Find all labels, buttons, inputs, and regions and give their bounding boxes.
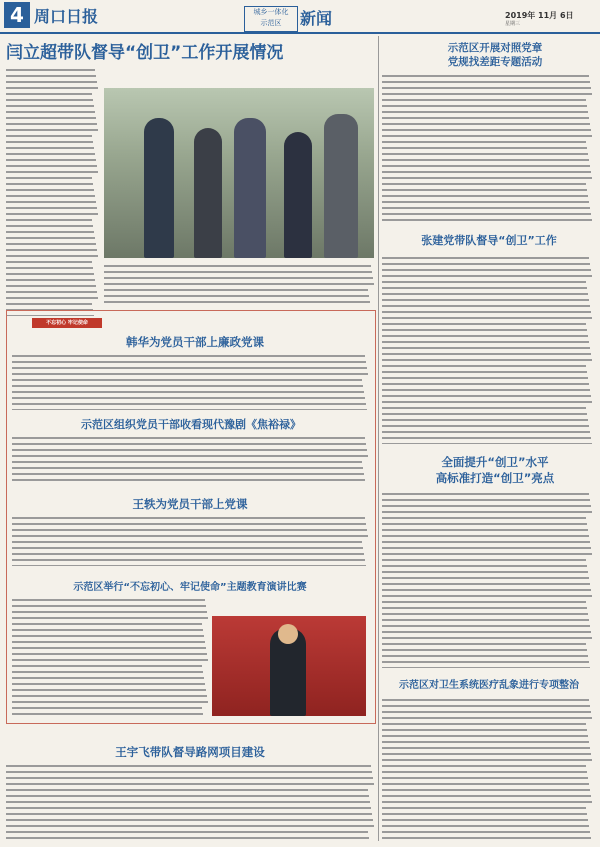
text-line [12,517,365,519]
box-headline-3: 王轶为党员干部上党课 [132,497,248,511]
text-line [104,289,368,291]
text-line [382,583,590,585]
text-line [6,99,93,101]
text-line [382,577,589,579]
text-line [6,825,374,827]
text-line [382,649,587,651]
box-headline-4: 示范区举行“不忘初心、牢记使命”主题教育演讲比赛 [73,582,307,593]
text-line [12,547,363,549]
text-line [12,403,366,405]
text-line [6,261,92,263]
text-line [382,431,590,433]
text-line [12,629,203,631]
right-top-body [382,72,592,222]
text-line [382,517,586,519]
text-line [382,777,588,779]
text-line [12,535,368,537]
speech-photo [212,616,366,716]
text-line [12,617,208,619]
text-line [382,269,591,271]
text-line [382,753,591,755]
text-lines [382,254,592,444]
text-line [6,159,96,161]
text-line [6,75,96,77]
lead-photo [104,88,374,258]
text-line [12,611,207,613]
text-line [382,747,590,749]
text-line [382,643,586,645]
text-line [382,365,586,367]
text-line [382,625,590,627]
text-line [6,837,369,839]
text-line [12,659,208,661]
text-line [6,231,94,233]
text-line [382,741,589,743]
text-line [382,183,586,185]
text-line [6,171,98,173]
bottom-body [6,762,374,841]
text-line [6,141,93,143]
column-line-1: 城乡一体化 [253,8,289,16]
text-line [12,635,204,637]
text-line [12,599,205,601]
text-line [382,323,586,325]
text-line [382,135,592,137]
text-line [382,75,589,77]
text-line [382,353,591,355]
text-line [382,523,587,525]
text-line [382,607,587,609]
lead-body-text-lower [104,262,374,304]
text-line [104,295,369,297]
box-headline-1: 韩华为党员干部上廉政党课 [126,335,264,349]
text-line [382,383,589,385]
box-headline-2: 示范区组织党员干部收看现代豫剧《焦裕禄》 [81,418,301,431]
text-line [382,347,590,349]
text-line [382,153,588,155]
text-line [6,255,98,257]
text-line [6,771,372,773]
text-line [12,701,208,703]
text-line [12,677,204,679]
text-line [6,225,93,227]
text-line [382,159,589,161]
text-line [382,99,586,101]
text-line [382,723,586,725]
text-line [6,243,96,245]
lead-headline: 闫立超带队督导“创卫”工作开展情况 [6,43,284,63]
box-body-2 [12,434,368,484]
text-line [6,291,97,293]
text-line [12,385,363,387]
text-line [382,437,591,439]
text-line [12,707,202,709]
text-line [6,219,92,221]
text-line [12,437,365,439]
text-line [6,201,96,203]
text-line [12,355,365,357]
text-line [12,455,368,457]
text-line [12,683,205,685]
text-line [12,605,206,607]
text-line [12,665,202,667]
text-lines [104,262,374,304]
text-line [6,111,95,113]
text-line [382,329,587,331]
text-line [382,529,588,531]
text-line [12,467,363,469]
text-line [382,335,588,337]
text-line [382,377,588,379]
text-line [12,461,362,463]
text-lines [12,514,368,566]
text-line [382,293,588,295]
section-name: 新闻 [300,9,333,28]
text-line [12,541,362,543]
text-line [6,303,92,305]
text-lines [382,72,592,222]
text-lines [12,352,368,410]
text-line [6,117,96,119]
text-line [382,141,586,143]
text-line [12,373,368,375]
text-line [6,777,373,779]
right-top-headline-2: 党规找差距专题活动 [447,56,543,68]
text-line [6,285,96,287]
right-low-headline-1: 全面提升“创卫”水平 [441,455,549,469]
issue-weekday: 星期三 [505,21,521,27]
right-low-headline-2: 高标准打造“创卫”亮点 [435,471,555,485]
text-line [382,201,589,203]
text-line [104,283,374,285]
text-line [6,819,373,821]
lead-body-text [6,66,98,316]
text-line [12,653,207,655]
text-lines [6,66,98,316]
text-line [382,807,586,809]
text-lines [6,762,374,841]
text-line [382,195,588,197]
text-line [6,801,370,803]
text-line [104,271,372,273]
text-line [6,93,92,95]
text-line [382,837,591,839]
text-line [382,655,588,657]
text-line [382,213,591,215]
text-line [6,165,97,167]
text-line [12,529,367,531]
text-line [382,105,587,107]
page-number: 4 [4,2,30,28]
text-line [382,93,592,95]
text-line [6,807,371,809]
right-bottom-headline: 示范区对卫生系统医疗乱象进行专项整治 [399,680,579,691]
text-line [382,831,590,833]
text-line [382,661,589,663]
text-line [6,783,374,785]
text-line [382,765,586,767]
text-line [382,789,590,791]
text-line [382,359,592,361]
text-line [382,759,592,761]
person-figure [194,128,222,258]
column-badge [244,6,298,32]
text-line [12,449,367,451]
text-line [6,87,98,89]
text-line [12,391,364,393]
text-line [6,105,94,107]
text-line [6,213,98,215]
right-mid-body [382,254,592,444]
text-line [12,641,205,643]
box-banner: 不忘初心 牢记使命 [32,318,102,328]
text-line [382,371,587,373]
text-line [12,473,364,475]
text-line [382,299,589,301]
text-line [382,565,587,567]
text-line [382,667,590,668]
text-line [382,589,591,591]
text-line [382,401,592,403]
text-line [382,541,590,543]
text-line [382,219,592,221]
text-line [382,425,589,427]
text-line [6,207,97,209]
person-figure [144,118,174,258]
paper-name: 周口日报 [34,7,99,26]
text-line [382,171,591,173]
text-line [6,81,97,83]
text-line [382,207,590,209]
bottom-headline: 王宇飞带队督导路网项目建设 [115,745,265,759]
text-line [382,341,589,343]
column-line-2: 示范区 [260,19,282,27]
text-line [12,367,367,369]
text-line [6,795,369,797]
text-line [6,195,95,197]
text-lines [382,490,592,668]
text-line [382,553,592,555]
text-line [6,267,93,269]
text-line [382,819,588,821]
text-line [382,801,592,803]
text-line [382,117,589,119]
text-line [104,301,370,303]
text-line [382,619,589,621]
text-line [6,273,94,275]
text-line [382,263,590,265]
text-line [382,81,590,83]
text-line [382,407,586,409]
column-divider [378,36,379,841]
text-line [6,813,372,815]
text-line [382,783,589,785]
text-line [12,565,366,566]
person-figure [234,118,266,258]
text-line [382,281,586,283]
text-line [6,69,95,71]
text-line [6,297,98,299]
text-line [6,135,92,137]
text-line [382,287,587,289]
text-line [6,765,371,767]
text-line [12,713,203,715]
person-figure [284,132,312,258]
text-line [382,511,592,513]
text-line [382,535,589,537]
text-line [6,237,95,239]
text-line [382,177,592,179]
text-line [12,689,206,691]
text-line [382,601,586,603]
text-line [12,409,367,410]
text-line [12,671,203,673]
right-mid-headline: 张建党带队督导“创卫”工作 [421,234,557,247]
text-line [12,523,366,525]
text-line [382,547,591,549]
text-line [382,699,589,701]
text-line [382,305,590,307]
box-body-1 [12,352,368,410]
box-body-4 [12,596,208,716]
text-line [382,443,592,444]
speaker-head [278,624,298,644]
text-lines [382,696,592,841]
text-line [6,789,368,791]
text-line [382,613,588,615]
text-line [382,571,588,573]
text-lines [12,596,208,716]
box-body-3 [12,514,368,566]
text-line [382,317,592,319]
text-line [6,831,368,833]
text-line [382,711,591,713]
text-line [382,825,589,827]
text-line [382,413,587,415]
text-line [382,631,591,633]
text-line [6,177,92,179]
text-line [12,379,362,381]
text-line [6,189,94,191]
text-line [382,257,589,259]
text-line [12,553,364,555]
right-top-headline-1: 示范区开展对照党章 [447,42,543,54]
text-line [12,695,207,697]
text-line [382,735,588,737]
person-figure [324,114,358,258]
text-line [382,795,591,797]
text-line [6,153,95,155]
text-line [382,595,592,597]
text-line [382,505,591,507]
text-line [382,311,591,313]
text-line [382,493,589,495]
text-line [12,559,365,561]
text-line [382,129,591,131]
text-line [6,147,94,149]
text-line [382,729,587,731]
text-line [382,717,592,719]
text-line [382,637,592,639]
text-line [382,87,591,89]
text-line [104,277,373,279]
text-line [382,165,590,167]
text-line [6,129,98,131]
right-low-body [382,490,592,668]
right-bottom-body [382,696,592,841]
text-lines [12,434,368,484]
text-line [382,813,587,815]
text-line [12,397,365,399]
text-line [382,499,590,501]
text-line [382,275,592,277]
text-line [6,123,97,125]
text-line [6,249,97,251]
text-line [382,771,587,773]
text-line [12,479,365,481]
text-line [382,395,591,397]
issue-date: 2019年 11月 6日 [505,11,574,20]
text-line [6,183,93,185]
text-line [382,419,588,421]
text-line [12,623,202,625]
text-line [382,111,588,113]
text-line [382,123,590,125]
text-line [382,705,590,707]
text-line [6,279,95,281]
text-line [382,147,587,149]
text-line [104,265,371,267]
text-line [12,647,206,649]
text-line [382,389,590,391]
text-line [382,189,587,191]
text-line [382,559,586,561]
text-line [12,443,366,445]
text-line [12,361,366,363]
